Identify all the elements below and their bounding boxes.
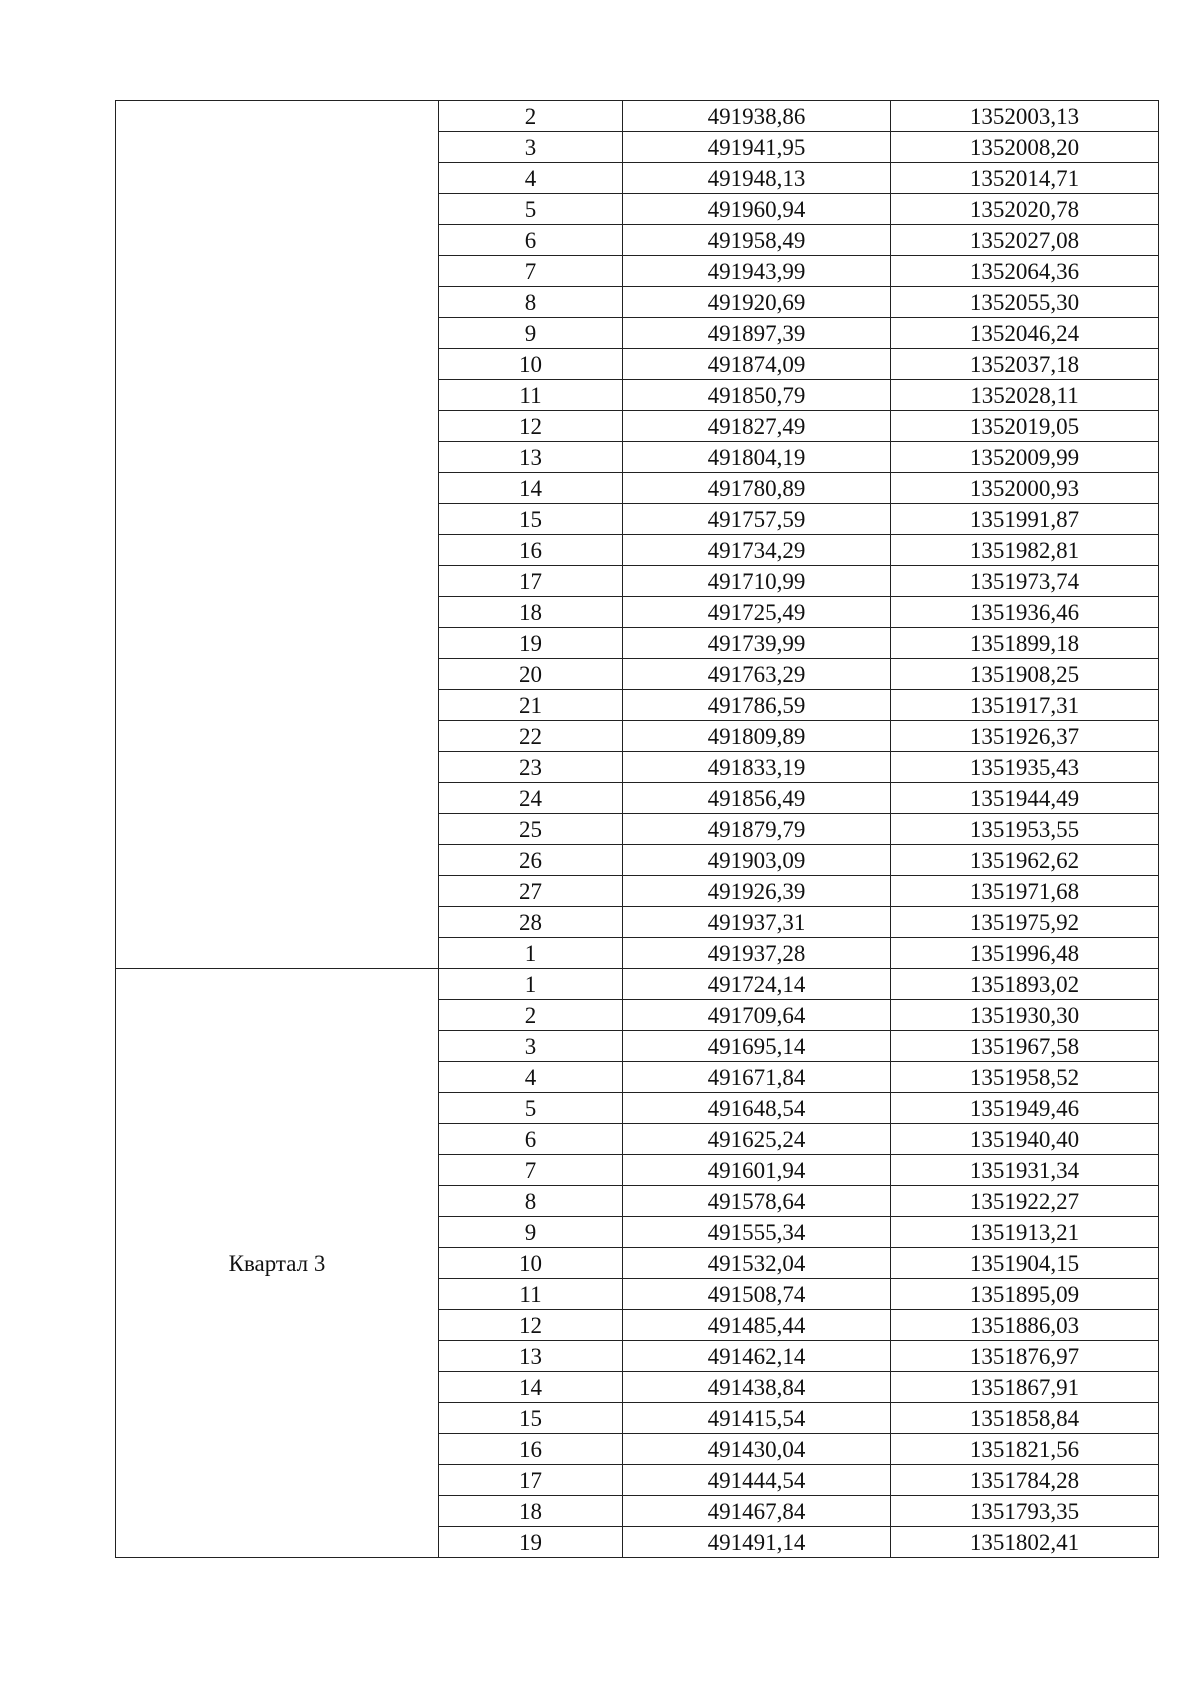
x-coordinate-cell: 491926,39 [623,876,891,907]
y-coordinate-cell: 1352000,93 [891,473,1159,504]
point-number-cell: 18 [439,597,623,628]
point-number-cell: 7 [439,256,623,287]
x-coordinate-cell: 491937,31 [623,907,891,938]
y-coordinate-cell: 1352046,24 [891,318,1159,349]
y-coordinate-cell: 1351926,37 [891,721,1159,752]
y-coordinate-cell: 1351886,03 [891,1310,1159,1341]
x-coordinate-cell: 491763,29 [623,659,891,690]
table-row [116,101,1159,132]
x-coordinate-cell: 491937,28 [623,938,891,969]
y-coordinate-cell: 1352027,08 [891,225,1159,256]
point-number-cell: 3 [439,1031,623,1062]
y-coordinate-cell: 1351967,58 [891,1031,1159,1062]
y-coordinate-cell: 1352003,13 [891,101,1159,132]
x-coordinate-cell: 491897,39 [623,318,891,349]
x-coordinate-cell: 491827,49 [623,411,891,442]
point-number-cell: 20 [439,659,623,690]
y-coordinate-cell: 1351802,41 [891,1527,1159,1558]
x-coordinate-cell: 491960,94 [623,194,891,225]
x-coordinate-cell: 491485,44 [623,1310,891,1341]
x-coordinate-cell: 491430,04 [623,1434,891,1465]
point-number-cell: 5 [439,1093,623,1124]
x-coordinate-cell: 491941,95 [623,132,891,163]
point-number-cell: 26 [439,845,623,876]
x-coordinate-cell: 491671,84 [623,1062,891,1093]
y-coordinate-cell: 1352020,78 [891,194,1159,225]
y-coordinate-cell: 1351931,34 [891,1155,1159,1186]
y-coordinate-cell: 1351973,74 [891,566,1159,597]
point-number-cell: 8 [439,1186,623,1217]
point-number-cell: 11 [439,380,623,411]
table-row [116,969,1159,1000]
point-number-cell: 24 [439,783,623,814]
x-coordinate-cell: 491625,24 [623,1124,891,1155]
y-coordinate-cell: 1351784,28 [891,1465,1159,1496]
y-coordinate-cell: 1352055,30 [891,287,1159,318]
y-coordinate-cell: 1351944,49 [891,783,1159,814]
y-coordinate-cell: 1351949,46 [891,1093,1159,1124]
y-coordinate-cell: 1351895,09 [891,1279,1159,1310]
x-coordinate-cell: 491833,19 [623,752,891,783]
y-coordinate-cell: 1351893,02 [891,969,1159,1000]
y-coordinate-cell: 1351908,25 [891,659,1159,690]
point-number-cell: 21 [439,690,623,721]
x-coordinate-cell: 491809,89 [623,721,891,752]
point-number-cell: 9 [439,318,623,349]
y-coordinate-cell: 1351899,18 [891,628,1159,659]
point-number-cell: 5 [439,194,623,225]
x-coordinate-cell: 491462,14 [623,1341,891,1372]
x-coordinate-cell: 491438,84 [623,1372,891,1403]
y-coordinate-cell: 1352019,05 [891,411,1159,442]
point-number-cell: 19 [439,628,623,659]
point-number-cell: 16 [439,535,623,566]
x-coordinate-cell: 491725,49 [623,597,891,628]
x-coordinate-cell: 491856,49 [623,783,891,814]
point-number-cell: 4 [439,163,623,194]
x-coordinate-cell: 491804,19 [623,442,891,473]
y-coordinate-cell: 1351982,81 [891,535,1159,566]
point-number-cell: 28 [439,907,623,938]
point-number-cell: 6 [439,225,623,256]
y-coordinate-cell: 1352064,36 [891,256,1159,287]
point-number-cell: 4 [439,1062,623,1093]
x-coordinate-cell: 491710,99 [623,566,891,597]
y-coordinate-cell: 1352014,71 [891,163,1159,194]
y-coordinate-cell: 1351962,62 [891,845,1159,876]
x-coordinate-cell: 491780,89 [623,473,891,504]
point-number-cell: 10 [439,349,623,380]
point-number-cell: 7 [439,1155,623,1186]
point-number-cell: 18 [439,1496,623,1527]
x-coordinate-cell: 491467,84 [623,1496,891,1527]
x-coordinate-cell: 491920,69 [623,287,891,318]
point-number-cell: 11 [439,1279,623,1310]
coordinates-table [115,100,1159,1558]
x-coordinate-cell: 491709,64 [623,1000,891,1031]
point-number-cell: 6 [439,1124,623,1155]
point-number-cell: 17 [439,566,623,597]
quarter-name-cell [116,101,439,969]
point-number-cell: 25 [439,814,623,845]
point-number-cell: 17 [439,1465,623,1496]
y-coordinate-cell: 1351930,30 [891,1000,1159,1031]
x-coordinate-cell: 491508,74 [623,1279,891,1310]
y-coordinate-cell: 1351793,35 [891,1496,1159,1527]
y-coordinate-cell: 1351867,91 [891,1372,1159,1403]
point-number-cell: 16 [439,1434,623,1465]
y-coordinate-cell: 1351940,40 [891,1124,1159,1155]
y-coordinate-cell: 1351975,92 [891,907,1159,938]
x-coordinate-cell: 491874,09 [623,349,891,380]
x-coordinate-cell: 491695,14 [623,1031,891,1062]
y-coordinate-cell: 1351876,97 [891,1341,1159,1372]
x-coordinate-cell: 491739,99 [623,628,891,659]
y-coordinate-cell: 1352008,20 [891,132,1159,163]
x-coordinate-cell: 491948,13 [623,163,891,194]
point-number-cell: 1 [439,938,623,969]
x-coordinate-cell: 491903,09 [623,845,891,876]
y-coordinate-cell: 1351917,31 [891,690,1159,721]
x-coordinate-cell: 491734,29 [623,535,891,566]
quarter-name-cell: Квартал 3 [116,969,439,1558]
point-number-cell: 13 [439,442,623,473]
y-coordinate-cell: 1351953,55 [891,814,1159,845]
x-coordinate-cell: 491879,79 [623,814,891,845]
point-number-cell: 2 [439,101,623,132]
x-coordinate-cell: 491491,14 [623,1527,891,1558]
x-coordinate-cell: 491555,34 [623,1217,891,1248]
y-coordinate-cell: 1351922,27 [891,1186,1159,1217]
point-number-cell: 2 [439,1000,623,1031]
y-coordinate-cell: 1351971,68 [891,876,1159,907]
y-coordinate-cell: 1351904,15 [891,1248,1159,1279]
point-number-cell: 14 [439,473,623,504]
point-number-cell: 1 [439,969,623,1000]
y-coordinate-cell: 1352037,18 [891,349,1159,380]
point-number-cell: 15 [439,504,623,535]
point-number-cell: 22 [439,721,623,752]
x-coordinate-cell: 491444,54 [623,1465,891,1496]
x-coordinate-cell: 491938,86 [623,101,891,132]
coordinates-table-body [116,101,1159,1558]
point-number-cell: 10 [439,1248,623,1279]
point-number-cell: 3 [439,132,623,163]
x-coordinate-cell: 491958,49 [623,225,891,256]
point-number-cell: 12 [439,411,623,442]
y-coordinate-cell: 1351936,46 [891,597,1159,628]
x-coordinate-cell: 491648,54 [623,1093,891,1124]
y-coordinate-cell: 1351858,84 [891,1403,1159,1434]
point-number-cell: 8 [439,287,623,318]
x-coordinate-cell: 491532,04 [623,1248,891,1279]
x-coordinate-cell: 491415,54 [623,1403,891,1434]
point-number-cell: 15 [439,1403,623,1434]
x-coordinate-cell: 491943,99 [623,256,891,287]
point-number-cell: 27 [439,876,623,907]
y-coordinate-cell: 1351821,56 [891,1434,1159,1465]
point-number-cell: 19 [439,1527,623,1558]
x-coordinate-cell: 491578,64 [623,1186,891,1217]
point-number-cell: 23 [439,752,623,783]
x-coordinate-cell: 491786,59 [623,690,891,721]
y-coordinate-cell: 1352028,11 [891,380,1159,411]
x-coordinate-cell: 491601,94 [623,1155,891,1186]
point-number-cell: 14 [439,1372,623,1403]
y-coordinate-cell: 1352009,99 [891,442,1159,473]
point-number-cell: 9 [439,1217,623,1248]
y-coordinate-cell: 1351996,48 [891,938,1159,969]
y-coordinate-cell: 1351958,52 [891,1062,1159,1093]
y-coordinate-cell: 1351913,21 [891,1217,1159,1248]
y-coordinate-cell: 1351991,87 [891,504,1159,535]
x-coordinate-cell: 491757,59 [623,504,891,535]
x-coordinate-cell: 491724,14 [623,969,891,1000]
point-number-cell: 13 [439,1341,623,1372]
point-number-cell: 12 [439,1310,623,1341]
y-coordinate-cell: 1351935,43 [891,752,1159,783]
x-coordinate-cell: 491850,79 [623,380,891,411]
